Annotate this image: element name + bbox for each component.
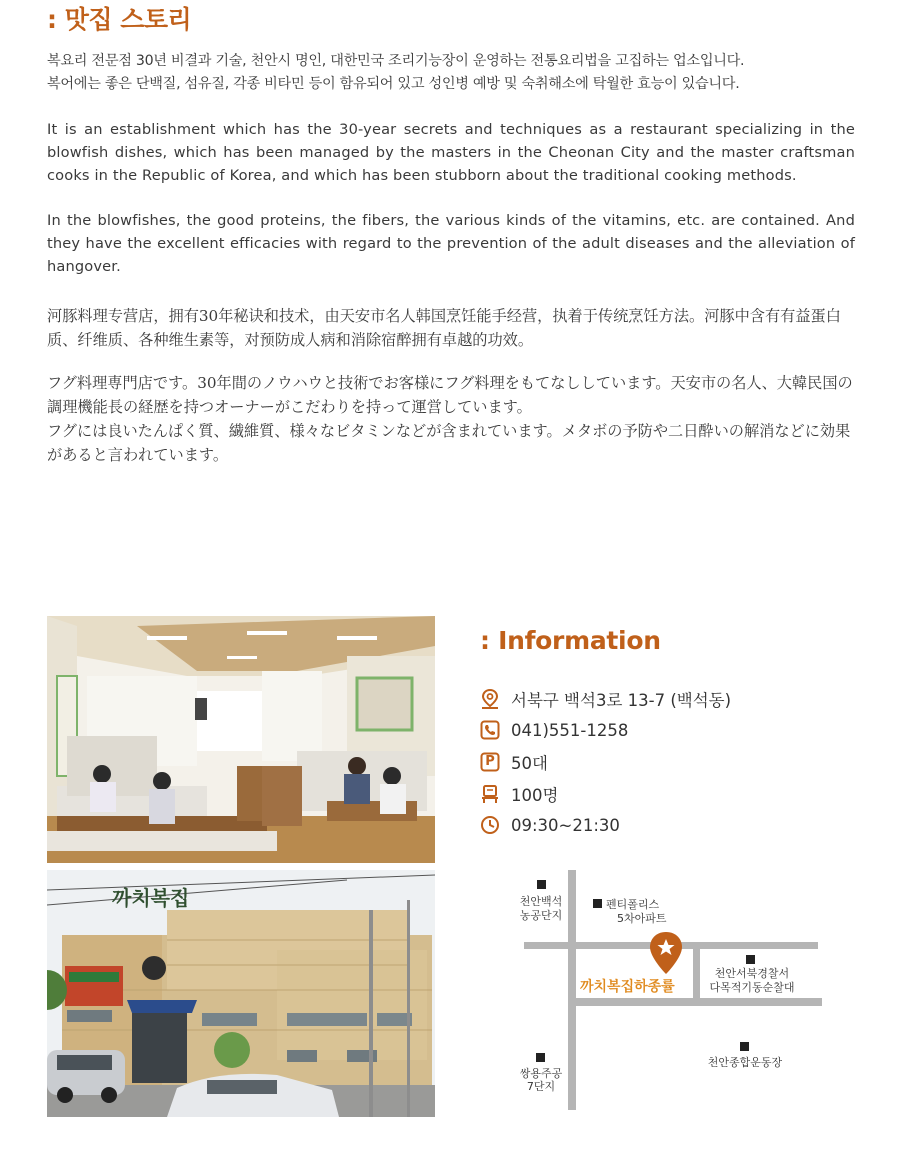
info-hours-row [480, 813, 620, 837]
landmark-label: 7단지 [526, 1080, 556, 1093]
landmark-label: 5차아파트 [617, 912, 667, 925]
story-english-2: In the blowfishes, the good proteins, the fibers, the various kinds of the vitamins, etc. are contained. And they have the excellent efficacies with regard to the prevention of the adult diseases and the alleviation of hangover. [47, 212, 855, 275]
location-pin-icon [480, 689, 500, 709]
parking-glyph: P [485, 754, 495, 769]
landmark-marker [536, 1053, 545, 1062]
landmark-marker [740, 1042, 749, 1051]
landmark-label: 천안서북경찰서 [714, 967, 790, 980]
info-seats: 100명 [511, 786, 559, 805]
story-korean [47, 50, 855, 95]
story-japanese-1: フグ料理専門店です。30年間のノウハウと技術でお客様にフグ料理をもてなししています。天安市の名人、大韓民国の調理機能長の経歴を持つオーナーがこだわりを持って運営しています。 [47, 374, 853, 416]
landmark-marker [746, 955, 755, 964]
story-chinese: 河豚料理专营店，拥有30年秘诀和技术，由天安市名人韩国烹饪能手经营，执着于传统烹饪方法。河豚中含有有益蛋白质、纤维质、各种维生素等，对预防成人病和消除宿醉拥有卓越的功效。 [47, 307, 841, 349]
exterior-photo [47, 870, 435, 1117]
phone-icon [480, 720, 500, 740]
info-phone: 041)551-1258 [511, 720, 629, 740]
info-seats-row [480, 782, 558, 806]
restaurant-map-label: 까치복집하종률 [580, 979, 675, 995]
info-address-row [480, 687, 731, 711]
parking-icon [480, 752, 500, 772]
road-vertical [568, 870, 576, 1110]
korean-line-1: 복요리 전문점 30년 비결과 기술, 천안시 명인, 대한민국 조리기능장이 운영하는 전통요리법을 고집하는 업소입니다. [47, 53, 745, 69]
info-phone-row [480, 718, 628, 742]
building-sign: 까치복집 [112, 886, 190, 910]
story-title: : 맛집 스토리 [47, 5, 192, 34]
landmark-label: 천안종합운동장 [707, 1056, 783, 1069]
info-hours: 09:30~21:30 [511, 815, 620, 835]
landmark-label: 다목적기동순찰대 [709, 981, 795, 994]
info-title: : Information [480, 626, 661, 655]
landmark-marker [593, 899, 602, 908]
landmark-label: 쌍용주공 [519, 1067, 563, 1080]
restaurant-marker-icon [650, 932, 682, 974]
seat-icon [480, 784, 500, 804]
landmark-marker [537, 880, 546, 889]
info-parking-row [480, 750, 548, 774]
info-parking: 50대 [511, 754, 548, 773]
landmark-label: 펜티폴리스 [606, 898, 660, 911]
landmark-label: 농공단지 [519, 909, 563, 922]
story-japanese-2: フグには良いたんぱく質、繊維質、様々なビタミンなどが含まれています。メタボの予防や二日酔いの解消などに効果があると言われています。 [47, 422, 851, 464]
clock-icon [480, 815, 500, 835]
road-connector [693, 942, 700, 1006]
korean-line-2: 복어에는 좋은 단백질, 섬유질, 각종 비타민 등이 함유되어 있고 성인병 예방 및 숙취해소에 탁월한 효능이 있습니다. [47, 75, 740, 92]
location-map [480, 870, 870, 1120]
landmark-label: 천안백석 [519, 895, 563, 908]
info-address: 서북구 백석3로 13-7 (백석동) [511, 691, 732, 710]
interior-photo [47, 616, 435, 863]
story-english-1: It is an establishment which has the 30-year secrets and techniques as a restaurant specializing in the blowfish dishes, which has been managed by the masters in the Cheonan City and the master craftsman cooks in the Republic of Korea, and which has been stubborn about the traditional cooking methods. [47, 121, 855, 184]
